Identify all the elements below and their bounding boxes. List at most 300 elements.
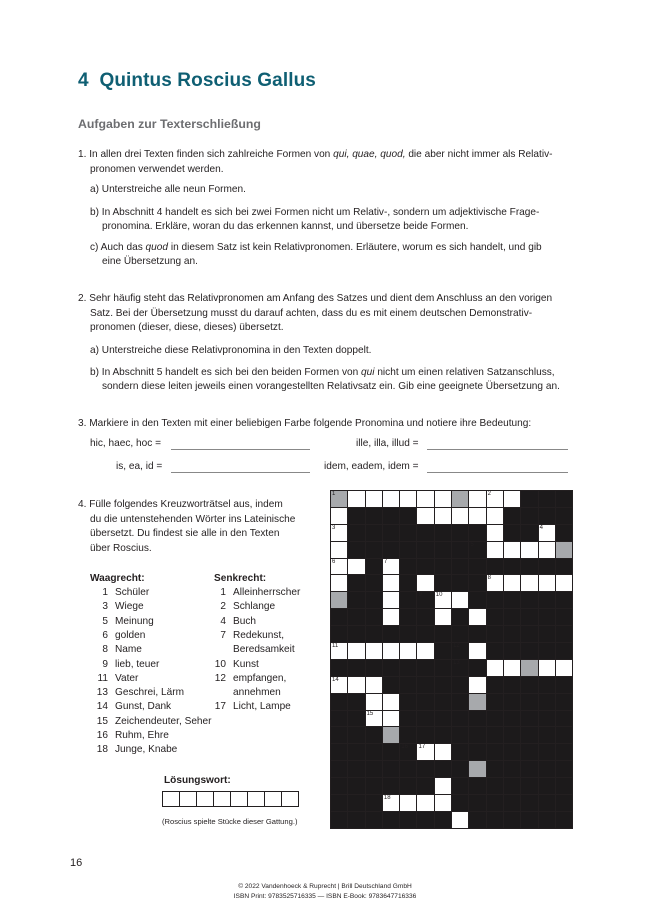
crossword-block bbox=[331, 727, 348, 744]
crossword-block bbox=[348, 744, 365, 761]
crossword-block bbox=[504, 727, 521, 744]
crossword-block bbox=[417, 660, 434, 677]
crossword-block bbox=[487, 711, 504, 728]
down-heading: Senkrecht: bbox=[214, 573, 267, 584]
crossword-block bbox=[366, 761, 383, 778]
crossword-block bbox=[521, 626, 538, 643]
crossword-cell[interactable] bbox=[487, 508, 504, 525]
crossword-cell[interactable] bbox=[366, 694, 383, 711]
crossword-block bbox=[556, 727, 573, 744]
clue-across: 16 Ruhm, Ehre bbox=[96, 730, 169, 741]
task3-pronoun-ille: ille, illa, illud = bbox=[356, 438, 419, 449]
task3-pronoun-idem: idem, eadem, idem = bbox=[324, 461, 419, 472]
task2-b-line2: sondern diese leiten jeweils einen vorangestellten Relativsatz ein. Gib eine geeignete Übersetzung an. bbox=[102, 381, 560, 392]
crossword-block bbox=[331, 761, 348, 778]
crossword-block bbox=[366, 575, 383, 592]
crossword-cell[interactable] bbox=[469, 609, 486, 626]
crossword-block bbox=[521, 525, 538, 542]
crossword-block bbox=[539, 592, 556, 609]
crossword-block bbox=[366, 795, 383, 812]
crossword-block bbox=[487, 778, 504, 795]
crossword-block bbox=[539, 727, 556, 744]
crossword-block bbox=[435, 542, 452, 559]
chapter-heading bbox=[78, 70, 316, 92]
crossword-block bbox=[417, 812, 434, 829]
clue-down: Beredsamkeit bbox=[233, 644, 295, 656]
crossword-block bbox=[435, 694, 452, 711]
crossword-block bbox=[366, 744, 383, 761]
clue-down: 17 Licht, Lampe bbox=[214, 701, 291, 713]
task4-line4: über Roscius. bbox=[90, 543, 152, 554]
crossword-block bbox=[383, 812, 400, 829]
crossword-cell[interactable] bbox=[435, 508, 452, 525]
crossword-block bbox=[521, 491, 538, 508]
crossword-block bbox=[556, 626, 573, 643]
crossword-cell[interactable] bbox=[400, 795, 417, 812]
crossword-cell[interactable] bbox=[417, 744, 434, 761]
crossword-block bbox=[539, 491, 556, 508]
crossword-cell[interactable] bbox=[469, 677, 486, 694]
crossword-cell[interactable] bbox=[366, 711, 383, 728]
crossword-cell[interactable] bbox=[504, 575, 521, 592]
clue-across: 11 Vater bbox=[97, 672, 139, 684]
answer-line-hic[interactable] bbox=[171, 449, 310, 450]
footer-isbn: ISBN Print: 9783525716335 — ISBN E-Book: 9783647716336 bbox=[233, 893, 417, 900]
crossword-block bbox=[452, 711, 469, 728]
loesungswort-box[interactable] bbox=[231, 791, 248, 807]
crossword-cell[interactable] bbox=[383, 711, 400, 728]
crossword-block bbox=[556, 744, 573, 761]
loesungswort-boxes[interactable] bbox=[162, 791, 299, 807]
crossword-block bbox=[487, 592, 504, 609]
crossword-cell[interactable] bbox=[487, 525, 504, 542]
crossword-block bbox=[452, 525, 469, 542]
crossword-block bbox=[504, 694, 521, 711]
crossword-cell[interactable] bbox=[521, 660, 538, 677]
crossword-block bbox=[348, 660, 365, 677]
loesungswort-box[interactable] bbox=[282, 791, 299, 807]
clue-across: 14 Gunst, Dank bbox=[96, 701, 172, 713]
loesungswort-box[interactable] bbox=[197, 791, 214, 807]
crossword-cell[interactable] bbox=[469, 508, 486, 525]
crossword-block bbox=[556, 761, 573, 778]
crossword-cell[interactable] bbox=[331, 592, 348, 609]
crossword-block bbox=[331, 711, 348, 728]
crossword-block bbox=[487, 795, 504, 812]
crossword-block bbox=[521, 778, 538, 795]
crossword-block bbox=[487, 812, 504, 829]
crossword-block bbox=[521, 761, 538, 778]
crossword-block bbox=[521, 744, 538, 761]
crossword-cell[interactable] bbox=[539, 660, 556, 677]
crossword-block bbox=[556, 491, 573, 508]
crossword-clue-number: 6 bbox=[332, 558, 336, 565]
crossword-clue-number: 4 bbox=[539, 524, 543, 531]
crossword-block bbox=[366, 559, 383, 576]
crossword-block bbox=[366, 542, 383, 559]
task1-a: a) Unterstreiche alle neun Formen. bbox=[90, 184, 246, 195]
crossword-block bbox=[556, 609, 573, 626]
crossword-block bbox=[435, 559, 452, 576]
crossword-block bbox=[469, 795, 486, 812]
crossword-block bbox=[521, 609, 538, 626]
crossword-block bbox=[469, 542, 486, 559]
answer-line-idem[interactable] bbox=[427, 472, 568, 473]
clue-down: 12 empfangen, bbox=[214, 672, 287, 684]
crossword-cell[interactable] bbox=[469, 694, 486, 711]
crossword-block bbox=[435, 727, 452, 744]
loesungswort-label: Lösungswort: bbox=[164, 775, 231, 786]
crossword-block bbox=[521, 795, 538, 812]
crossword-cell[interactable] bbox=[417, 508, 434, 525]
crossword-cell[interactable] bbox=[331, 542, 348, 559]
crossword-cell[interactable] bbox=[452, 812, 469, 829]
crossword-block bbox=[417, 711, 434, 728]
task4-line2: du die untenstehenden Wörter ins Lateinische bbox=[90, 514, 296, 525]
crossword-block bbox=[435, 711, 452, 728]
task4-line3: übersetzt. Du findest sie alle in den Texten bbox=[90, 528, 280, 539]
crossword-cell[interactable] bbox=[435, 744, 452, 761]
crossword-cell[interactable] bbox=[383, 491, 400, 508]
crossword-block bbox=[400, 744, 417, 761]
task1-line1: 1. In allen drei Texten finden sich zahlreiche Formen von qui, quae, quod, die aber nicht immer als Relativ- bbox=[78, 149, 553, 160]
crossword-block bbox=[383, 677, 400, 694]
chapter-title: Quintus Roscius Gallus bbox=[99, 70, 316, 91]
crossword-cell[interactable] bbox=[487, 491, 504, 508]
crossword-block bbox=[556, 508, 573, 525]
crossword-cell[interactable] bbox=[331, 575, 348, 592]
clue-down: 1 Alleinherrscher bbox=[220, 587, 301, 598]
crossword-cell[interactable] bbox=[366, 491, 383, 508]
crossword-block bbox=[400, 575, 417, 592]
crossword-block bbox=[452, 677, 469, 694]
clue-down: 7 Redekunst, bbox=[220, 629, 285, 641]
crossword-cell[interactable] bbox=[331, 491, 348, 508]
crossword-block bbox=[348, 795, 365, 812]
task2-a: a) Unterstreiche diese Relativpronomina in den Texten doppelt. bbox=[90, 345, 372, 356]
crossword-cell[interactable] bbox=[487, 660, 504, 677]
crossword-cell[interactable] bbox=[417, 575, 434, 592]
crossword-block bbox=[469, 559, 486, 576]
crossword-clue-number: 16 bbox=[401, 744, 408, 751]
crossword-block bbox=[400, 761, 417, 778]
crossword-cell[interactable] bbox=[383, 609, 400, 626]
crossword-block bbox=[539, 643, 556, 660]
crossword-block bbox=[366, 609, 383, 626]
crossword-block bbox=[435, 761, 452, 778]
crossword-cell[interactable] bbox=[452, 508, 469, 525]
crossword-cell[interactable] bbox=[417, 795, 434, 812]
crossword-block bbox=[487, 694, 504, 711]
crossword-block bbox=[417, 542, 434, 559]
crossword-block bbox=[539, 559, 556, 576]
task3-line1: 3. Markiere in den Texten mit einer beliebigen Farbe folgende Pronomina und notiere ihre Bedeutung: bbox=[78, 418, 532, 429]
crossword-block bbox=[452, 559, 469, 576]
crossword-block bbox=[417, 609, 434, 626]
crossword-block bbox=[366, 660, 383, 677]
crossword-clue-number: 14 bbox=[332, 676, 339, 683]
crossword-cell[interactable] bbox=[366, 643, 383, 660]
crossword-block bbox=[331, 626, 348, 643]
crossword-block bbox=[348, 727, 365, 744]
loesungswort-box[interactable] bbox=[180, 791, 197, 807]
crossword-block bbox=[556, 711, 573, 728]
crossword-cell[interactable] bbox=[435, 491, 452, 508]
clue-across: 5 Meinung bbox=[102, 615, 154, 627]
crossword-cell[interactable] bbox=[556, 660, 573, 677]
crossword-cell[interactable] bbox=[331, 508, 348, 525]
crossword-block bbox=[504, 559, 521, 576]
task2-b-line1: b) In Abschnitt 5 handelt es sich bei den beiden Formen von qui nicht um einen relativen Satzanschluss, bbox=[90, 367, 555, 378]
crossword-cell[interactable] bbox=[504, 660, 521, 677]
crossword-cell[interactable] bbox=[556, 542, 573, 559]
crossword-block bbox=[383, 508, 400, 525]
crossword-block bbox=[400, 778, 417, 795]
crossword-block bbox=[469, 592, 486, 609]
crossword-cell[interactable] bbox=[331, 643, 348, 660]
crossword-clue-number: 2 bbox=[487, 491, 492, 497]
crossword-block bbox=[366, 508, 383, 525]
crossword-cell[interactable] bbox=[521, 575, 538, 592]
crossword-block bbox=[366, 778, 383, 795]
crossword-cell[interactable] bbox=[383, 575, 400, 592]
crossword-cell[interactable] bbox=[331, 677, 348, 694]
crossword-block bbox=[487, 727, 504, 744]
crossword-block bbox=[417, 626, 434, 643]
crossword-block bbox=[348, 542, 365, 559]
crossword-block bbox=[366, 812, 383, 829]
crossword-block bbox=[521, 812, 538, 829]
crossword-block bbox=[452, 575, 469, 592]
loesungswort-box[interactable] bbox=[248, 791, 265, 807]
crossword-cell[interactable] bbox=[383, 727, 400, 744]
crossword-block bbox=[487, 643, 504, 660]
crossword-block bbox=[521, 592, 538, 609]
crossword-cell[interactable] bbox=[435, 778, 452, 795]
crossword-block bbox=[556, 778, 573, 795]
crossword-block bbox=[452, 778, 469, 795]
crossword-block bbox=[521, 677, 538, 694]
crossword-cell[interactable] bbox=[487, 575, 504, 592]
crossword-clue-number: 9 bbox=[418, 592, 422, 599]
crossword-cell[interactable] bbox=[383, 795, 400, 812]
task3-pronoun-is: is, ea, id = bbox=[116, 461, 163, 472]
crossword-cell[interactable] bbox=[383, 643, 400, 660]
crossword-block bbox=[400, 812, 417, 829]
crossword-block bbox=[469, 744, 486, 761]
crossword-grid[interactable] bbox=[330, 490, 573, 829]
crossword-block bbox=[504, 508, 521, 525]
crossword-block bbox=[348, 626, 365, 643]
clue-across: 18 Junge, Knabe bbox=[96, 744, 178, 756]
crossword-cell[interactable] bbox=[435, 795, 452, 812]
crossword-block bbox=[521, 727, 538, 744]
crossword-block bbox=[383, 626, 400, 643]
crossword-block bbox=[469, 575, 486, 592]
crossword-cell[interactable] bbox=[469, 491, 486, 508]
crossword-clue-number: 1 bbox=[332, 491, 336, 497]
crossword-cell[interactable] bbox=[539, 542, 556, 559]
crossword-cell[interactable] bbox=[348, 677, 365, 694]
crossword-clue-number: 12 bbox=[453, 643, 460, 650]
crossword-block bbox=[504, 711, 521, 728]
crossword-block bbox=[539, 626, 556, 643]
crossword-cell[interactable] bbox=[469, 643, 486, 660]
crossword-block bbox=[556, 525, 573, 542]
crossword-block bbox=[417, 677, 434, 694]
crossword-block bbox=[504, 592, 521, 609]
across-heading: Waagrecht: bbox=[90, 573, 145, 584]
crossword-cell[interactable] bbox=[487, 542, 504, 559]
crossword-block bbox=[504, 778, 521, 795]
crossword-clue-number: 13 bbox=[453, 659, 460, 666]
crossword-block bbox=[435, 660, 452, 677]
task3-pronoun-hic: hic, haec, hoc = bbox=[90, 438, 161, 449]
crossword-block bbox=[366, 626, 383, 643]
crossword-cell[interactable] bbox=[417, 491, 434, 508]
crossword-block bbox=[383, 778, 400, 795]
crossword-cell[interactable] bbox=[539, 575, 556, 592]
crossword-block bbox=[383, 660, 400, 677]
crossword-cell[interactable] bbox=[417, 643, 434, 660]
clue-across: 3 Wiege bbox=[102, 601, 144, 613]
crossword-block bbox=[469, 525, 486, 542]
crossword-block bbox=[539, 778, 556, 795]
crossword-block bbox=[487, 626, 504, 643]
crossword-cell[interactable] bbox=[452, 592, 469, 609]
crossword-block bbox=[556, 592, 573, 609]
crossword-cell[interactable] bbox=[400, 643, 417, 660]
crossword-block bbox=[400, 694, 417, 711]
crossword-block bbox=[452, 694, 469, 711]
crossword-cell[interactable] bbox=[521, 542, 538, 559]
section-title: Aufgaben zur Texterschließung bbox=[78, 117, 261, 131]
crossword-block bbox=[348, 778, 365, 795]
crossword-block bbox=[366, 525, 383, 542]
crossword-block bbox=[539, 677, 556, 694]
crossword-cell[interactable] bbox=[366, 677, 383, 694]
crossword-clue-number: 10 bbox=[435, 592, 443, 599]
crossword-block bbox=[331, 795, 348, 812]
crossword-block bbox=[487, 677, 504, 694]
crossword-cell[interactable] bbox=[435, 609, 452, 626]
crossword-cell[interactable] bbox=[348, 491, 365, 508]
crossword-block bbox=[435, 575, 452, 592]
crossword-block bbox=[383, 525, 400, 542]
crossword-clue-number: 15 bbox=[366, 710, 374, 717]
task2-line1: 2. Sehr häufig steht das Relativpronomen am Anfang des Satzes und dient dem Anschluss an den vorigen bbox=[78, 293, 553, 304]
crossword-cell[interactable] bbox=[383, 559, 400, 576]
crossword-block bbox=[556, 694, 573, 711]
crossword-block bbox=[348, 609, 365, 626]
loesungswort-box[interactable] bbox=[214, 791, 231, 807]
crossword-block bbox=[383, 744, 400, 761]
crossword-cell[interactable] bbox=[348, 559, 365, 576]
crossword-block bbox=[417, 761, 434, 778]
crossword-block bbox=[435, 643, 452, 660]
crossword-cell[interactable] bbox=[383, 592, 400, 609]
crossword-block bbox=[417, 559, 434, 576]
crossword-block bbox=[556, 812, 573, 829]
task1-b-line2: pronomina. Erkläre, woran du das erkennen kannst, und übersetze beide Formen. bbox=[102, 221, 469, 232]
crossword-block bbox=[435, 626, 452, 643]
answer-line-ille[interactable] bbox=[427, 449, 568, 450]
crossword-block bbox=[469, 626, 486, 643]
crossword-cell[interactable] bbox=[452, 491, 469, 508]
crossword-block bbox=[539, 694, 556, 711]
task1-line2: pronomen verwendet werden. bbox=[90, 164, 224, 175]
crossword-block bbox=[383, 542, 400, 559]
crossword-cell[interactable] bbox=[383, 694, 400, 711]
crossword-clue-number: 11 bbox=[332, 643, 339, 650]
crossword-cell[interactable] bbox=[435, 592, 452, 609]
crossword-block bbox=[504, 643, 521, 660]
crossword-block bbox=[504, 795, 521, 812]
crossword-block bbox=[556, 677, 573, 694]
crossword-clue-number: 18 bbox=[383, 795, 391, 802]
crossword-block bbox=[487, 761, 504, 778]
crossword-block bbox=[331, 778, 348, 795]
crossword-clue-number: 8 bbox=[487, 575, 492, 582]
chapter-number: 4 bbox=[78, 70, 89, 91]
crossword-cell[interactable] bbox=[469, 761, 486, 778]
crossword-block bbox=[452, 542, 469, 559]
crossword-block bbox=[487, 559, 504, 576]
crossword-block bbox=[452, 609, 469, 626]
crossword-block bbox=[400, 592, 417, 609]
crossword-cell[interactable] bbox=[556, 575, 573, 592]
crossword-block bbox=[452, 727, 469, 744]
crossword-block bbox=[539, 508, 556, 525]
crossword-cell[interactable] bbox=[400, 491, 417, 508]
crossword-clue-number: 17 bbox=[418, 744, 426, 751]
clue-across: 1 Schüler bbox=[102, 587, 150, 598]
crossword-block bbox=[366, 592, 383, 609]
crossword-block bbox=[400, 508, 417, 525]
crossword-block bbox=[556, 795, 573, 812]
crossword-block bbox=[348, 525, 365, 542]
crossword-block bbox=[400, 727, 417, 744]
loesungswort-box[interactable] bbox=[265, 791, 282, 807]
crossword-cell[interactable] bbox=[331, 559, 348, 576]
crossword-cell[interactable] bbox=[504, 542, 521, 559]
crossword-cell[interactable] bbox=[539, 525, 556, 542]
crossword-block bbox=[469, 812, 486, 829]
crossword-block bbox=[469, 778, 486, 795]
crossword-block bbox=[348, 694, 365, 711]
page-number: 16 bbox=[70, 857, 83, 869]
answer-line-is[interactable] bbox=[171, 472, 310, 473]
crossword-block bbox=[556, 559, 573, 576]
crossword-block bbox=[556, 643, 573, 660]
crossword-block bbox=[521, 559, 538, 576]
crossword-block bbox=[539, 795, 556, 812]
task1-b-line1: b) In Abschnitt 4 handelt es sich bei zwei Formen nicht um Relativ-, sondern um adjektivische Frage- bbox=[90, 207, 540, 218]
crossword-block bbox=[417, 592, 434, 609]
crossword-cell[interactable] bbox=[348, 643, 365, 660]
clue-across: 15 Zeichendeuter, Seher bbox=[96, 715, 212, 727]
crossword-block bbox=[521, 508, 538, 525]
crossword-cell[interactable] bbox=[504, 491, 521, 508]
loesungswort-box[interactable] bbox=[163, 791, 180, 807]
crossword-block bbox=[400, 626, 417, 643]
crossword-block bbox=[469, 727, 486, 744]
loesungswort-note: (Roscius spielte Stücke dieser Gattung.) bbox=[162, 817, 298, 826]
crossword-cell[interactable] bbox=[331, 525, 348, 542]
crossword-block bbox=[452, 643, 469, 660]
task4-line1: 4. Fülle folgendes Kreuzworträtsel aus, indem bbox=[78, 499, 283, 510]
crossword-block bbox=[400, 525, 417, 542]
